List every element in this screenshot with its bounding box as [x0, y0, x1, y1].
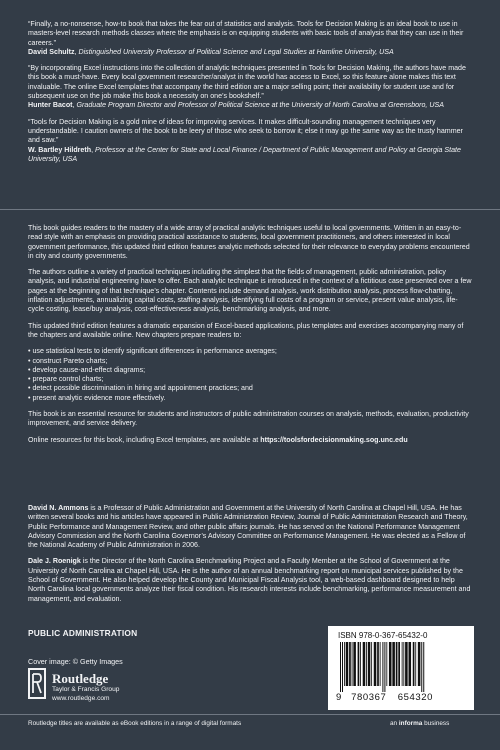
isbn-barcode	[328, 626, 474, 710]
barcode-bar	[405, 642, 408, 686]
barcode-bar	[413, 642, 415, 686]
endorsement-3: “Tools for Decision Making is a gold mine of ideas for improving services. It makes difficult-sounding management techniques very understandable. I caution owners of the book to be leery of those who seek to borrow it; else it may go the same way as the trusty hammer and saw.” W. Bartley Hildreth, Professor at the Center for State and Local Finance / Department of Public Management and Policy at Georgia State University, USA	[28, 118, 472, 164]
quote-text: “Tools for Decision Making is a gold mine of ideas for improving services. It makes difficult-sounding management techniques very understandable. I caution owners of the book to be leery of those who seek to borrow it; else it may go the same way as the trusty hammer and saw.”	[28, 117, 463, 145]
description-paragraph: This book guides readers to the mastery of a wide array of practical analytic techniques useful to local governments. Written in an easy-to-read style with an emphasis on providing practical assistance to students, local government practitioners, and others interested in local government performance, this updated third edition features analytic methods selected for their relevance to everyday problems encountered in city and county governments.	[28, 224, 470, 260]
publisher-block	[28, 668, 228, 708]
barcode-bar	[349, 642, 351, 686]
barcode-bar	[366, 642, 367, 686]
publisher-name: Routledge	[52, 671, 109, 686]
barcode-bar	[380, 642, 381, 686]
informa-brand: informa	[398, 720, 423, 727]
barcode-graphic	[338, 642, 464, 692]
section-divider	[0, 209, 500, 210]
series-label: PUBLIC ADMINISTRATION	[28, 628, 138, 638]
barcode-bar	[421, 642, 422, 692]
author-name: Dale J. Roenigk	[28, 557, 81, 566]
description-paragraph: This book is an essential resource for students and instructors of public administration courses on analysis, methods, evaluation, productivity improvement, and service delivery.	[28, 410, 469, 428]
publisher-website: www.routledge.com	[52, 695, 110, 702]
barcode-digits-right: 654320	[397, 692, 434, 703]
barcode-bar	[344, 642, 345, 686]
author-bio	[28, 504, 472, 550]
list-item: • detect possible discrimination in hiring and appointment practices; and	[28, 384, 253, 393]
author-bio-text: is a Professor of Public Administration and Government at the University of North Carolina at Chapel Hill, USA. He has written several books and his articles have appeared in Public Administration Review, Journal of Public Administration Research and Theory, Public Performance and Management Review, and other public affairs journals. He has served on the National Performance Management Advisory Commission and the North Carolina Governor’s Advisory Committee on Performance Management. He was elected as a Fellow of the National Academy of Public Administration in 2006.	[28, 504, 468, 550]
quote-author: Hunter Bacot	[28, 101, 73, 110]
barcode-bar	[392, 642, 395, 686]
barcode-bar	[358, 642, 360, 686]
ebook-note: Routledge titles are available as eBook editions in a range of digital formats	[28, 720, 242, 727]
barcode-bar	[402, 642, 403, 686]
routledge-logo-icon	[28, 668, 46, 699]
barcode-bar	[382, 642, 383, 692]
endorsement-1: “Finally, a no-nonsense, how-to book that takes the fear out of statistics and analysis. Tools for Decision Making is an ideal book to use in masters-level research methods classes where the emphasis is on equipping students with basic tools of analysis that they can use in their careers.” David Schultz, Distinguished University Professor of Political Science and Legal Studies at Hamline University, USA	[28, 20, 472, 57]
author-bio-text: is the Director of the North Carolina Benchmarking Project and a Faculty Member at the School of Government at the University of North Carolina at Chapel Hill, USA. He is the author of an annual benchmarking report on municipal services published by the School of Government. He also helped develop the County and Municipal Fiscal Analysis tool, a web-based dashboard designed to help North Carolina local governments analyze their fiscal condition. His research interests include benchmarking, performance measurement and management, and evaluation.	[28, 557, 471, 603]
barcode-digits-left: 780367	[351, 692, 387, 703]
resources-url: https://toolsfordecisionmaking.sog.unc.edu	[260, 435, 408, 444]
list-item: • develop cause-and-effect diagrams;	[28, 365, 146, 374]
barcode-bar	[403, 642, 404, 686]
quote-author: David Schultz	[28, 47, 75, 56]
barcode-bar	[360, 642, 361, 686]
quote-text: “By incorporating Excel instructions into the collection of analytic techniques presented in Tools for Decision Making, the authors have made this book a must-have. Every local government researcher/analyst in the world has access to Excel, so this feature alone makes this text invaluable. The online Excel templates that accompany the third edition are a major selling point; their availability for student use and for subsequent use on the job make this book a necessity on one’s bookshelf.”	[28, 64, 466, 101]
quote-author-role: Distinguished University Professor of Political Science and Legal Studies at Hamline University, USA	[78, 47, 394, 56]
quote-author-role: Graduate Program Director and Professor of Political Science at the University of North Carolina at Greensboro, USA	[76, 101, 444, 110]
new-chapters-list	[28, 347, 472, 403]
barcode-bar	[346, 642, 349, 686]
endorsements	[28, 20, 472, 171]
isbn-label: ISBN 978-0-367-65432-0	[338, 631, 428, 640]
book-description	[28, 224, 472, 452]
author-name: David N. Ammons	[28, 504, 89, 512]
list-item: • use statistical tests to identify significant differences in performance averages;	[28, 347, 277, 356]
list-item: • present analytic evidence more effectively.	[28, 393, 166, 402]
barcode-bar	[398, 642, 400, 686]
footer-divider	[0, 714, 500, 715]
online-resources-text: Online resources for this book, including Excel templates, are available at	[28, 435, 261, 444]
barcode-bar	[342, 642, 343, 692]
online-resources	[28, 436, 472, 445]
quote-author-role: Professor at the Center for State and Local Finance / Department of Public Management and Policy at Georgia State University, USA	[28, 145, 461, 163]
barcode-bar	[384, 642, 385, 692]
barcode-bar	[386, 642, 387, 686]
cover-credit: Cover image: © Getty Images	[28, 657, 123, 666]
barcode-bar	[353, 642, 356, 686]
endorsement-2: “By incorporating Excel instructions into the collection of analytic techniques presented in Tools for Decision Making, the authors have made this book a must-have. Every local government researcher/analyst in the world has access to Excel, so this feature alone makes this text invaluable. The online Excel templates that accompany the third edition are a major selling point; their availability for student use and for subsequent use on the job make this book a necessity on one’s bookshelf.” Hunter Bacot, Graduate Program Director and Professor of Political Science at the University of North Carolina at Greensboro, USA	[28, 64, 472, 110]
barcode-bar	[377, 642, 379, 686]
barcode-bar	[340, 642, 341, 692]
barcode-bar	[423, 642, 424, 692]
barcode-bar	[352, 642, 353, 686]
informa-tagline: an informa business	[390, 720, 450, 727]
barcode-bar	[374, 642, 377, 686]
list-item: • prepare control charts;	[28, 375, 104, 384]
barcode-bar	[415, 642, 416, 686]
barcode-bar	[363, 642, 366, 686]
author-bio	[28, 557, 472, 603]
description-paragraph: The authors outline a variety of practical techniques including the simplest that the fields of management, public administration, policy analysis, and industrial engineering have to offer. Each analytic technique is introduced in the context of a fictitious case presented over a few pages at the beginning of that technique’s chapter. Contents include demand analysis, work distribution analysis, process flow-charting, inflation adjustments, annualizing capital costs, staffing analysis, identifying full costs of a program or service, present value analysis, life-cycle costing, lease/buy analysis, cost-effectiveness analysis, benchmarking analysis, and more.	[28, 268, 472, 314]
barcode-bar	[409, 642, 412, 686]
barcode-digits	[336, 692, 468, 703]
barcode-bar	[371, 642, 372, 686]
barcode-bar	[368, 642, 371, 686]
quote-author: W. Bartley Hildreth	[28, 145, 92, 154]
publisher-group: Taylor & Francis Group	[52, 686, 120, 693]
barcode-bar	[418, 642, 421, 686]
author-bios	[28, 504, 472, 611]
description-paragraph: This updated third edition features a dramatic expansion of Excel-based applications, plus templates and exercises accompanying many of the chapters and available online. New chapters prepare readers to:	[28, 321, 464, 339]
barcode-bar	[389, 642, 392, 686]
quote-text: “Finally, a no-nonsense, how-to book that takes the fear out of statistics and analysis. Tools for Decision Making is an ideal book to use in masters-level research methods classes where the emphasis is on equipping students with basic tools of analysis that they can use in their careers.”	[28, 20, 464, 47]
barcode-bar	[396, 642, 398, 686]
list-item: • construct Pareto charts;	[28, 356, 108, 365]
barcode-digit-lead: 9	[336, 692, 342, 703]
